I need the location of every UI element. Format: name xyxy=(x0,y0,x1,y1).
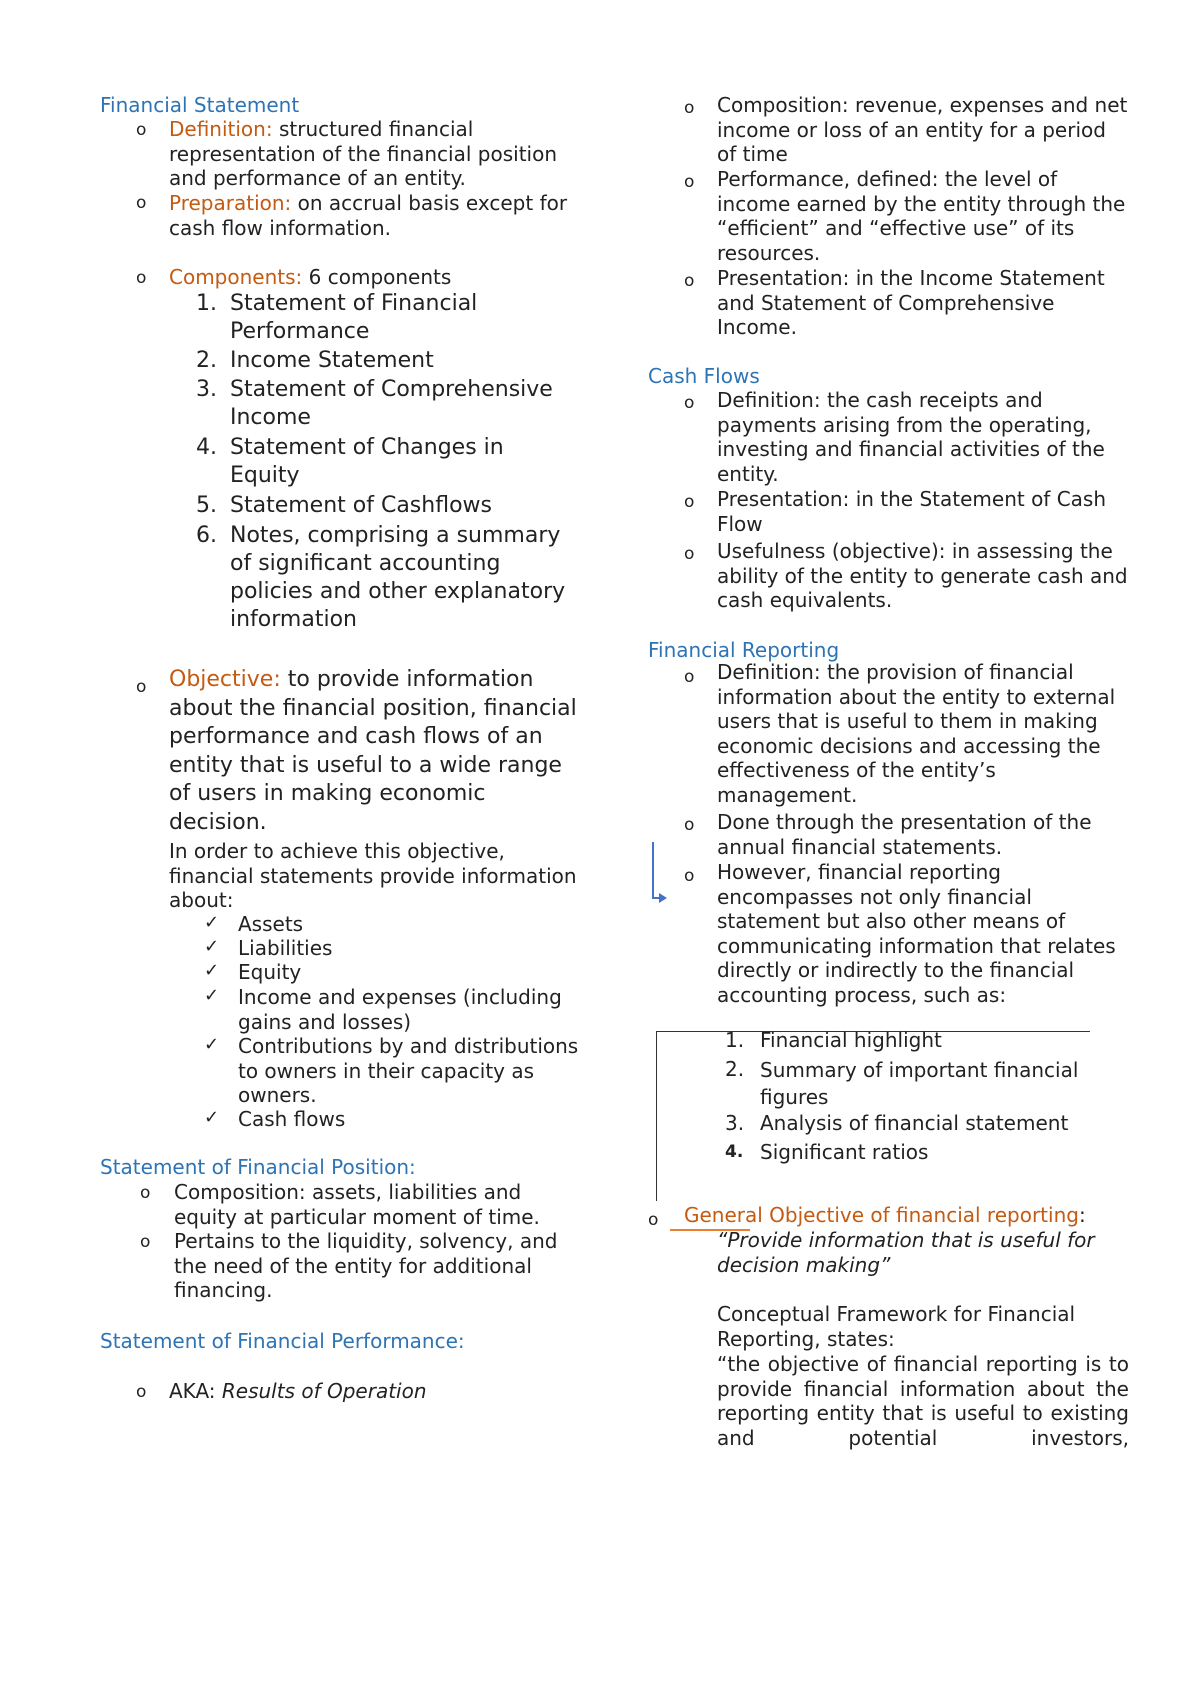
list-item: Pertains to the liquidity, solvency, and the need of the entity for additional financing. xyxy=(174,1229,558,1302)
bullet-icon: o xyxy=(684,172,695,192)
bullet-icon: o xyxy=(684,667,695,687)
list-item: Income and expenses (including gains and losses) xyxy=(238,985,562,1034)
objective-text: to provide information about the financial position, financial performance and cash flows of an entity that is useful to a wide range of users in making economic decision. xyxy=(169,667,577,835)
arrow-icon xyxy=(645,840,675,910)
checkmark-icon: ✓ xyxy=(204,960,220,981)
bullet-icon: o xyxy=(684,492,695,512)
checkmark-icon: ✓ xyxy=(204,1034,220,1055)
list-item: Presentation: in the Income Statement and Statement of Comprehensive Income. xyxy=(717,266,1105,339)
list-item: Notes, comprising a summary of significant accounting policies and other explanatory information xyxy=(230,523,566,632)
list-item: Liabilities xyxy=(238,936,333,960)
list-item: Presentation: in the Statement of Cash Flow xyxy=(717,487,1107,536)
bullet-icon: o xyxy=(684,393,695,413)
objective-item xyxy=(169,666,581,837)
list-item: Statement of Cashflows xyxy=(230,493,492,518)
bullet-icon: o xyxy=(140,1232,151,1252)
list-item: Done through the presentation of the annual financial statements. xyxy=(717,810,1092,859)
list-item: Assets xyxy=(238,912,304,936)
framework-intro: Conceptual Framework for Financial Reporting, states: xyxy=(717,1302,1076,1351)
preparation-item xyxy=(169,191,581,240)
financial-reporting-heading: Financial Reporting xyxy=(648,638,840,662)
aka-item xyxy=(169,1379,427,1404)
bullet-icon: o xyxy=(136,1382,147,1402)
list-item: Equity xyxy=(238,960,302,984)
list-item: Contributions by and distributions to owners in their capacity as owners. xyxy=(238,1034,579,1107)
preparation-label: Preparation: xyxy=(169,191,292,215)
cash-flows-heading: Cash Flows xyxy=(648,364,760,388)
list-item: Composition: revenue, expenses and net income or loss of an entity for a period of time xyxy=(717,93,1128,166)
components-label: Components: xyxy=(169,265,303,289)
list-item: Statement of Comprehensive Income xyxy=(230,377,553,430)
list-item: Significant ratios xyxy=(760,1140,929,1164)
bullet-icon: o xyxy=(136,677,147,697)
definition-label: Definition: xyxy=(169,117,273,141)
bullet-icon: o xyxy=(136,193,147,213)
framework-quote: “the objective of financial reporting is to provide financial information about the reporting entity that is useful to existing and potential investors, xyxy=(717,1352,1129,1450)
bullet-icon: o xyxy=(648,1210,659,1230)
bullet-icon: o xyxy=(684,866,695,886)
sfperf-heading: Statement of Financial Performance: xyxy=(100,1329,465,1353)
definition-text: structured financial representation of the financial position and performance of an entity. xyxy=(169,117,557,190)
bullet-icon: o xyxy=(684,271,695,291)
list-item: Analysis of financial statement xyxy=(760,1111,1069,1135)
list-item: Statement of Changes in Equity xyxy=(230,435,504,488)
list-item: Statement of Financial Performance xyxy=(230,291,478,344)
list-item: Summary of important financial figures xyxy=(760,1058,1079,1109)
components-item xyxy=(169,265,451,290)
objective-label: Objective: xyxy=(169,667,281,692)
list-item: Composition: assets, liabilities and equity at particular moment of time. xyxy=(174,1180,540,1229)
general-objective-item: General Objective of financial reporting: xyxy=(684,1203,1086,1227)
list-item: However, financial reporting encompasses not only financial statement but also other means of communicating information that relates directly or indirectly to the financial accounting process, such as: xyxy=(717,860,1116,1007)
bullet-icon: o xyxy=(136,268,147,288)
box-left-line xyxy=(656,1031,657,1201)
preparation-text: on accrual basis except for cash flow information. xyxy=(169,191,568,240)
aka-text: Results of Operation xyxy=(221,1379,427,1403)
checkmark-icon: ✓ xyxy=(204,1107,220,1128)
aka-label: AKA: xyxy=(169,1379,216,1403)
list-item: Usefulness (objective): in assessing the ability of the entity to generate cash and cash equivalents. xyxy=(717,539,1128,612)
checkmark-icon: ✓ xyxy=(204,936,220,957)
financial-statement-heading: Financial Statement xyxy=(100,93,300,117)
bullet-icon: o xyxy=(136,120,147,140)
bullet-icon: o xyxy=(684,98,695,118)
bullet-icon: o xyxy=(684,815,695,835)
definition-item xyxy=(169,117,581,191)
general-objective-label: General Objective of financial reporting xyxy=(684,1203,1079,1227)
checkmark-icon: ✓ xyxy=(204,912,220,933)
list-item: Financial highlight xyxy=(760,1028,942,1052)
bullet-icon: o xyxy=(140,1183,151,1203)
sfp-heading: Statement of Financial Position: xyxy=(100,1155,416,1179)
list-item: Performance, defined: the level of income earned by the entity through the “efficient” and “effective use” of its resources. xyxy=(717,167,1126,265)
list-item: Cash flows xyxy=(238,1107,346,1131)
list-item: Definition: the provision of financial information about the entity to external users that is useful to them in making economic decisions and accessing the effectiveness of the entity’s management. xyxy=(717,660,1116,807)
list-item: Income Statement xyxy=(230,348,434,373)
checkmark-icon: ✓ xyxy=(204,985,220,1006)
bullet-icon: o xyxy=(684,544,695,564)
general-objective-quote: “Provide information that is useful for decision making” xyxy=(717,1228,1095,1277)
list-item: Definition: the cash receipts and payments arising from the operating, investing and financial activities of the entity. xyxy=(717,388,1105,486)
components-text: 6 components xyxy=(308,265,452,289)
objective-subtext: In order to achieve this objective, financial statements provide information about: xyxy=(169,839,577,912)
